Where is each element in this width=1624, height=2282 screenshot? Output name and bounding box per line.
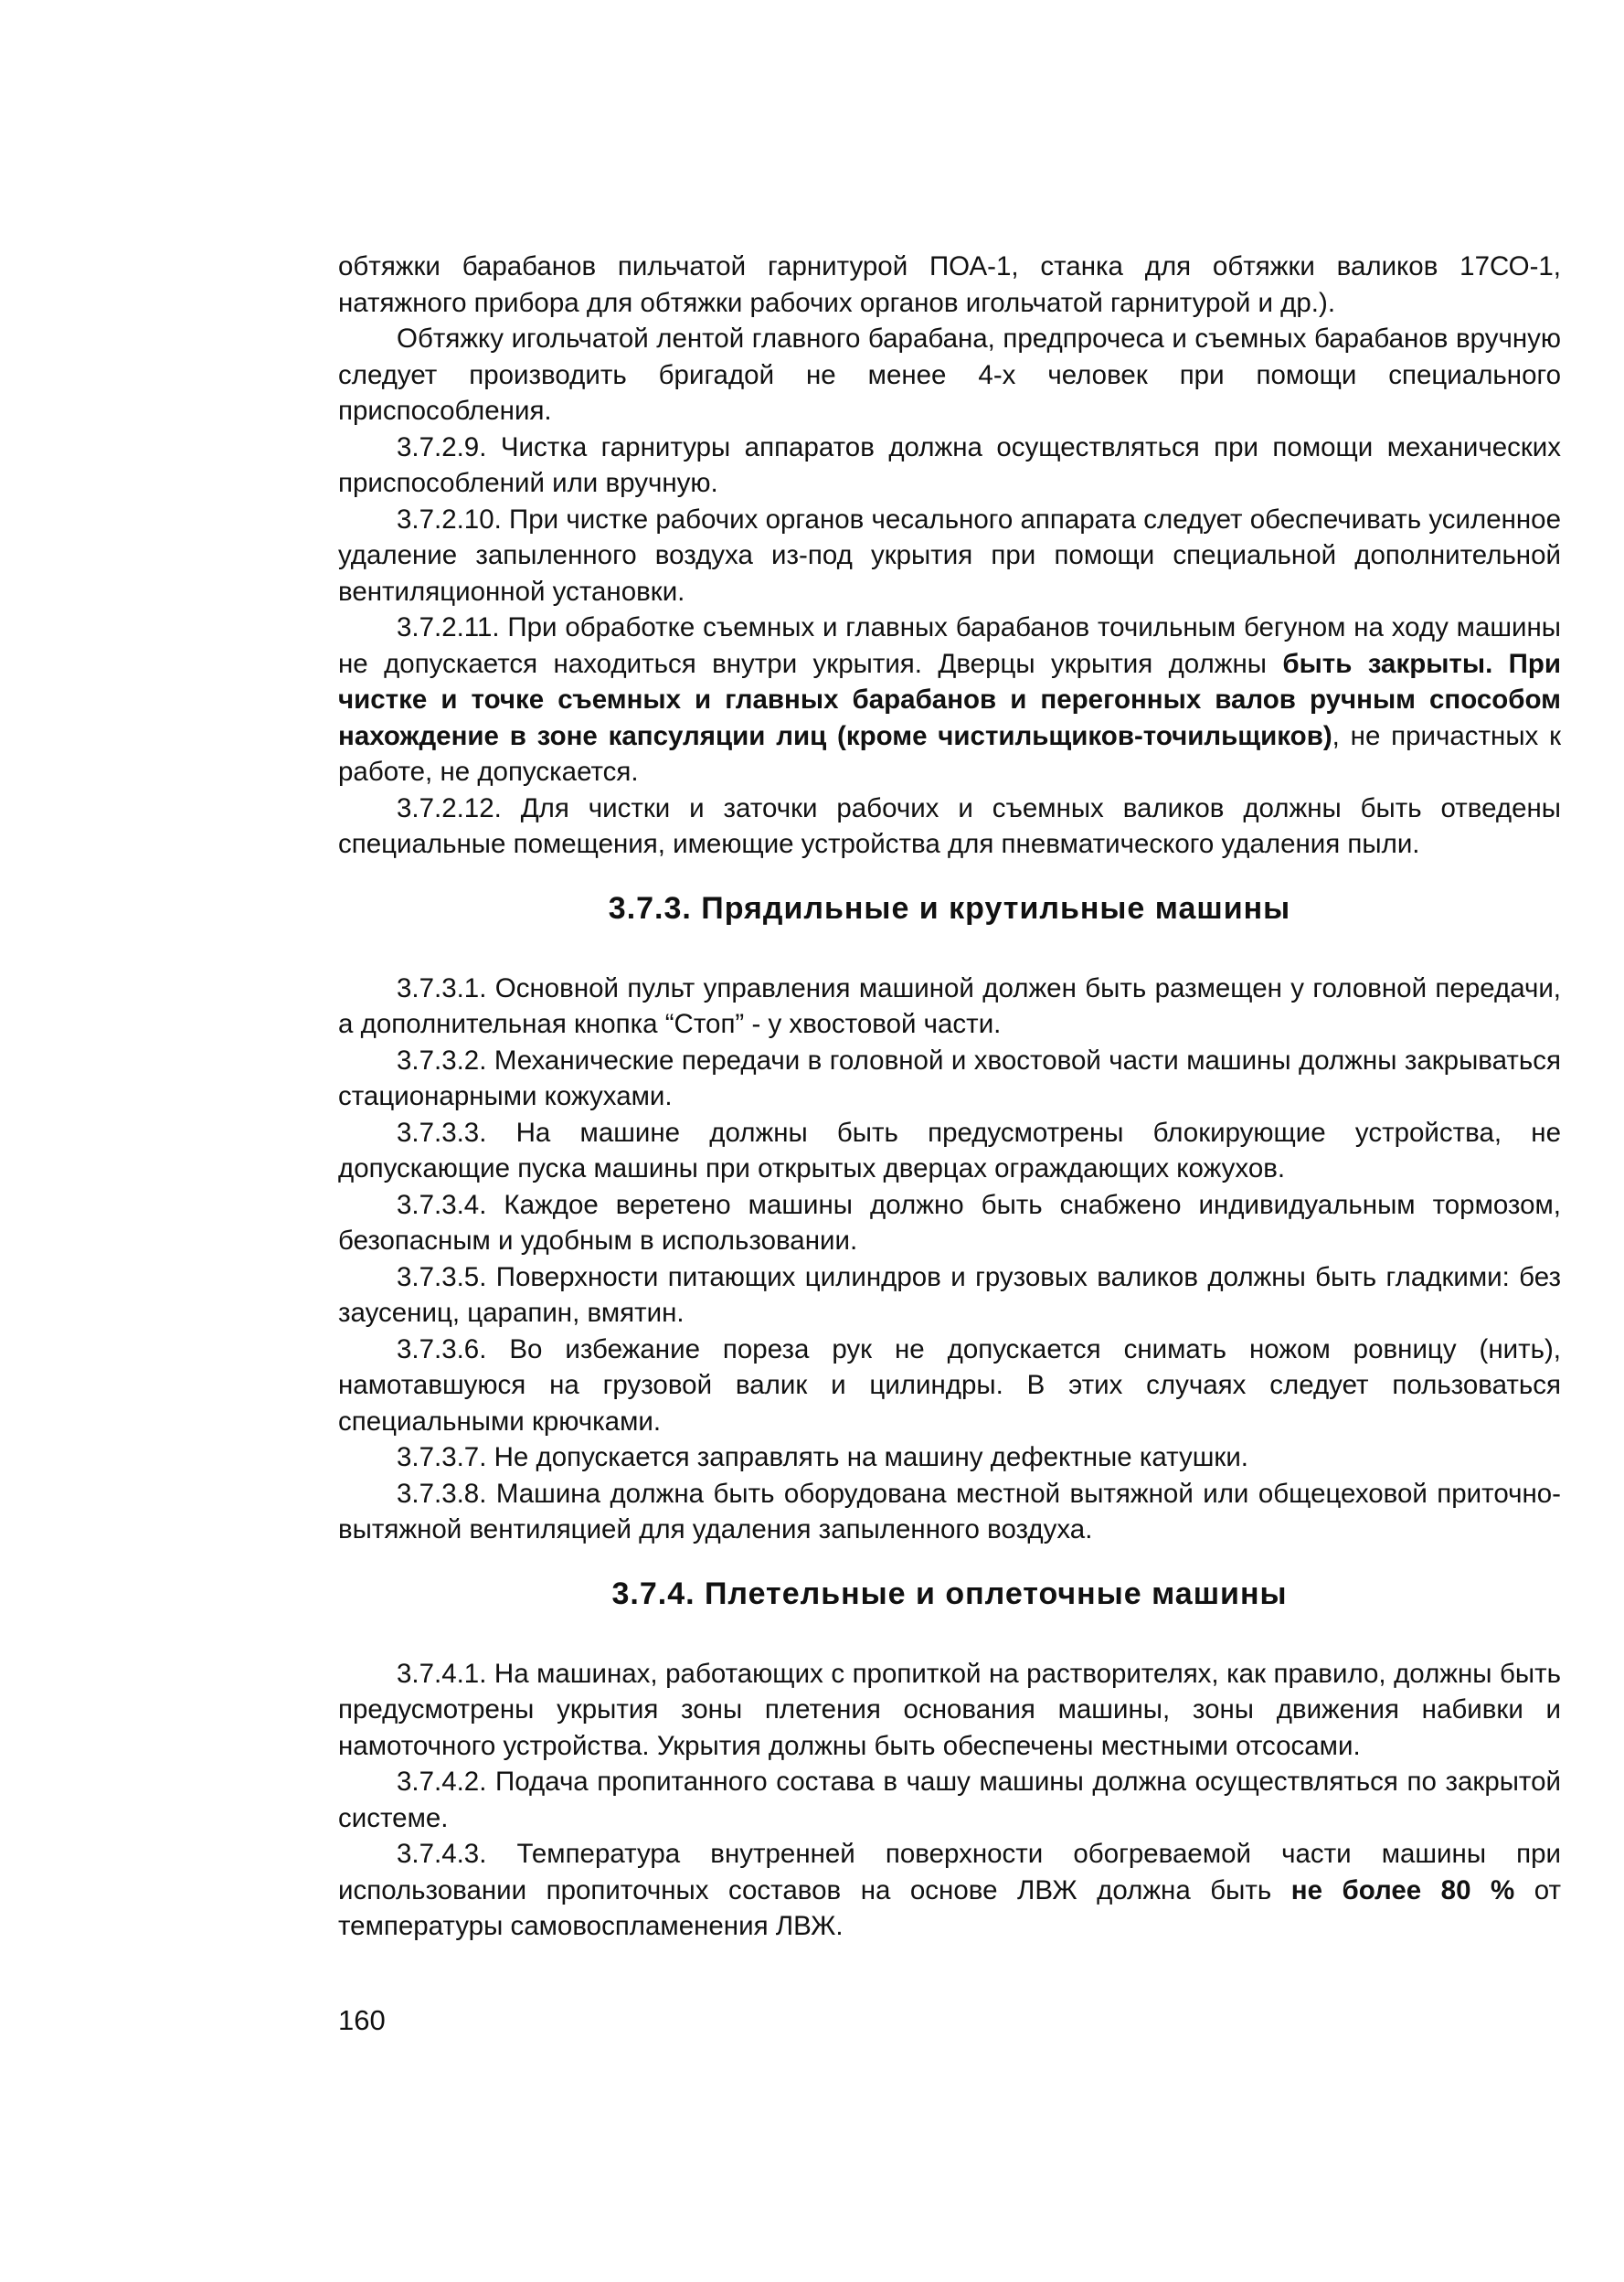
paragraph-3-7-3-3: 3.7.3.3. На машине должны быть предусмотрены блокирующие устройства, не допускающие пуска машины при открытых дверцах ограждающих кожухов.	[338, 1117, 1561, 1183]
document-page	[338, 249, 1561, 1945]
paragraph-3-7-2-11-start: 3.7.2.11. При обработке съемных и главных барабанов точильным бегуном на ходу машины не допускается находиться внутри укрытия. Дверцы укрытия должны	[338, 612, 1561, 679]
paragraph-continuation: обтяжки барабанов пильчатой гарнитурой ПОА-1, станка для обтяжки валиков 17СО-1, натяжного прибора для обтяжки рабочих органов игольчатой гарнитурой и др.).	[338, 251, 1561, 318]
paragraph-3-7-2-11-bold: быть закрыты. При чистке и точке съемных и главных барабанов и перегонных валов ручным способом нахождение в зоне капсуляции лиц (кроме чистильщиков-точильщиков)	[338, 648, 1562, 751]
paragraph-3-7-4-3	[338, 1836, 1561, 1945]
paragraph-3-7-4-1: 3.7.4.1. На машинах, работающих с пропиткой на растворителях, как правило, должны быть предусмотрены укрытия зоны плетения основания машины, зоны движения набивки и намоточного устройства. Укрытия должны быть обеспечены местными отсосами.	[338, 1658, 1561, 1761]
paragraph-3-7-3-4: 3.7.3.4. Каждое веретено машины должно быть снабжено индивидуальным тормозом, безопасным и удобным в использовании.	[338, 1189, 1561, 1256]
paragraph-3-7-3-5: 3.7.3.5. Поверхности питающих цилиндров и грузовых валиков должны быть гладкими: без заусениц, царапин, вмятин.	[338, 1261, 1561, 1328]
paragraph-3-7-3-1: 3.7.3.1. Основной пульт управления машиной должен быть размещен у головной передачи, а дополнительная кнопка “Стоп” - у хвостовой части.	[338, 972, 1561, 1039]
paragraph-3-7-2-11	[338, 610, 1561, 791]
section-heading-braiding: 3.7.4. Плетельные и оплеточные машины	[611, 1576, 1288, 1611]
paragraph-3-7-4-3-bold: не более 80 %	[1290, 1874, 1515, 1905]
page-number: 160	[338, 2004, 386, 2036]
paragraph-3-7-4-2: 3.7.4.2. Подача пропитанного состава в чашу машины должна осуществляться по закрытой системе.	[338, 1767, 1561, 1833]
paragraph-3-7-2-11-end: , не причастных к работе, не допускается.	[338, 720, 1561, 787]
paragraph-3-7-4-3-end: от температуры самовоспламенения ЛВЖ.	[338, 1874, 1562, 1941]
paragraph-3-7-2-12: 3.7.2.12. Для чистки и заточки рабочих и съемных валиков должны быть отведены специальные помещения, имеющие устройства для пневматического удаления пыли.	[338, 792, 1561, 859]
section-heading-spinning: 3.7.3. Прядильные и крутильные машины	[608, 890, 1291, 926]
paragraph-3-7-4-3-start: 3.7.4.3. Температура внутренней поверхности обогреваемой части машины при использовании пропиточных составов на основе ЛВЖ должна быть	[338, 1839, 1561, 1905]
paragraph-needle-tape: Обтяжку игольчатой лентой главного барабана, предпрочеса и съемных барабанов вручную следует производить бригадой не менее 4-х человек при помощи специального приспособления.	[338, 324, 1561, 426]
paragraph-3-7-3-2: 3.7.3.2. Механические передачи в головной и хвостовой части машины должны закрываться стационарными кожухами.	[338, 1045, 1561, 1111]
paragraph-3-7-3-7: 3.7.3.7. Не допускается заправлять на машину дефектные катушки.	[397, 1442, 1249, 1472]
paragraph-3-7-2-9: 3.7.2.9. Чистка гарнитуры аппаратов должна осуществляться при помощи механических приспособлений или вручную.	[338, 431, 1561, 498]
paragraph-3-7-3-8: 3.7.3.8. Машина должна быть оборудована местной вытяжной или общецеховой приточно-вытяжной вентиляцией для удаления запыленного воздуха.	[338, 1478, 1561, 1544]
paragraph-3-7-3-6: 3.7.3.6. Во избежание пореза рук не допускается снимать ножом ровницу (нить), намотавшуюся на грузовой валик и цилиндры. В этих случаях следует пользоваться специальными крючками.	[338, 1333, 1561, 1437]
paragraph-3-7-2-10: 3.7.2.10. При чистке рабочих органов чесального аппарата следует обеспечивать усиленное удаление запыленного воздуха из-под укрытия при помощи специальной дополнительной вентиляционной установки.	[338, 504, 1561, 607]
